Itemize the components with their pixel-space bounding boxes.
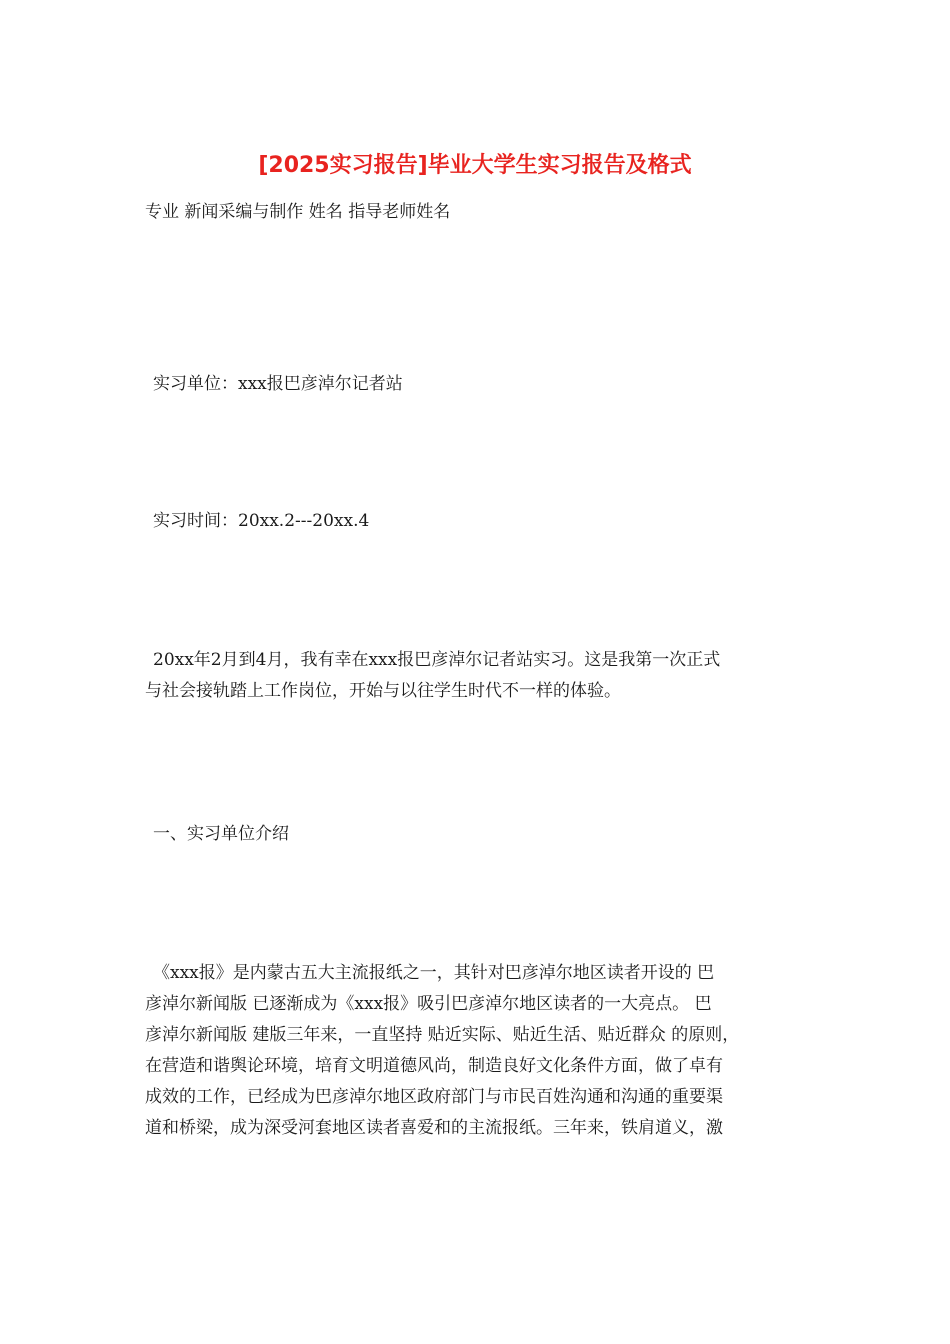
meta-line: 专业 新闻采编与制作 姓名 指导老师姓名	[145, 202, 451, 222]
intro-line: 与社会接轨踏上工作岗位，开始与以往学生时代不一样的体验。	[145, 681, 621, 701]
section-line: 《xxx报》是内蒙古五大主流报纸之一，其针对巴彦淖尔地区读者开设的 巴	[153, 963, 715, 983]
intro-line: 20xx年2月到4月，我有幸在xxx报巴彦淖尔记者站实习。这是我第一次正式	[153, 650, 721, 670]
section-line: 在营造和谐舆论环境，培育文明道德风尚，制造良好文化条件方面，做了卓有	[145, 1056, 723, 1076]
internship-unit-line: 实习单位：xxx报巴彦淖尔记者站	[153, 374, 403, 394]
section-line: 成效的工作，已经成为巴彦淖尔地区政府部门与市民百姓沟通和沟通的重要渠	[145, 1087, 723, 1107]
section-line: 道和桥梁，成为深受河套地区读者喜爱和的主流报纸。三年来，铁肩道义，激	[145, 1118, 723, 1138]
section-line: 彦淖尔新闻版 建版三年来，一直坚持 贴近实际、贴近生活、贴近群众 的原则，	[145, 1025, 740, 1045]
section-paragraph	[145, 958, 835, 1144]
internship-time-line: 实习时间：20xx.2---20xx.4	[153, 511, 370, 531]
section-heading: 一、实习单位介绍	[153, 824, 289, 844]
section-line: 彦淖尔新闻版 已逐渐成为《xxx报》吸引巴彦淖尔地区读者的一大亮点。 巴	[145, 994, 712, 1014]
intro-paragraph	[145, 645, 835, 707]
document-title: [2025实习报告]毕业大学生实习报告及格式	[258, 153, 692, 178]
